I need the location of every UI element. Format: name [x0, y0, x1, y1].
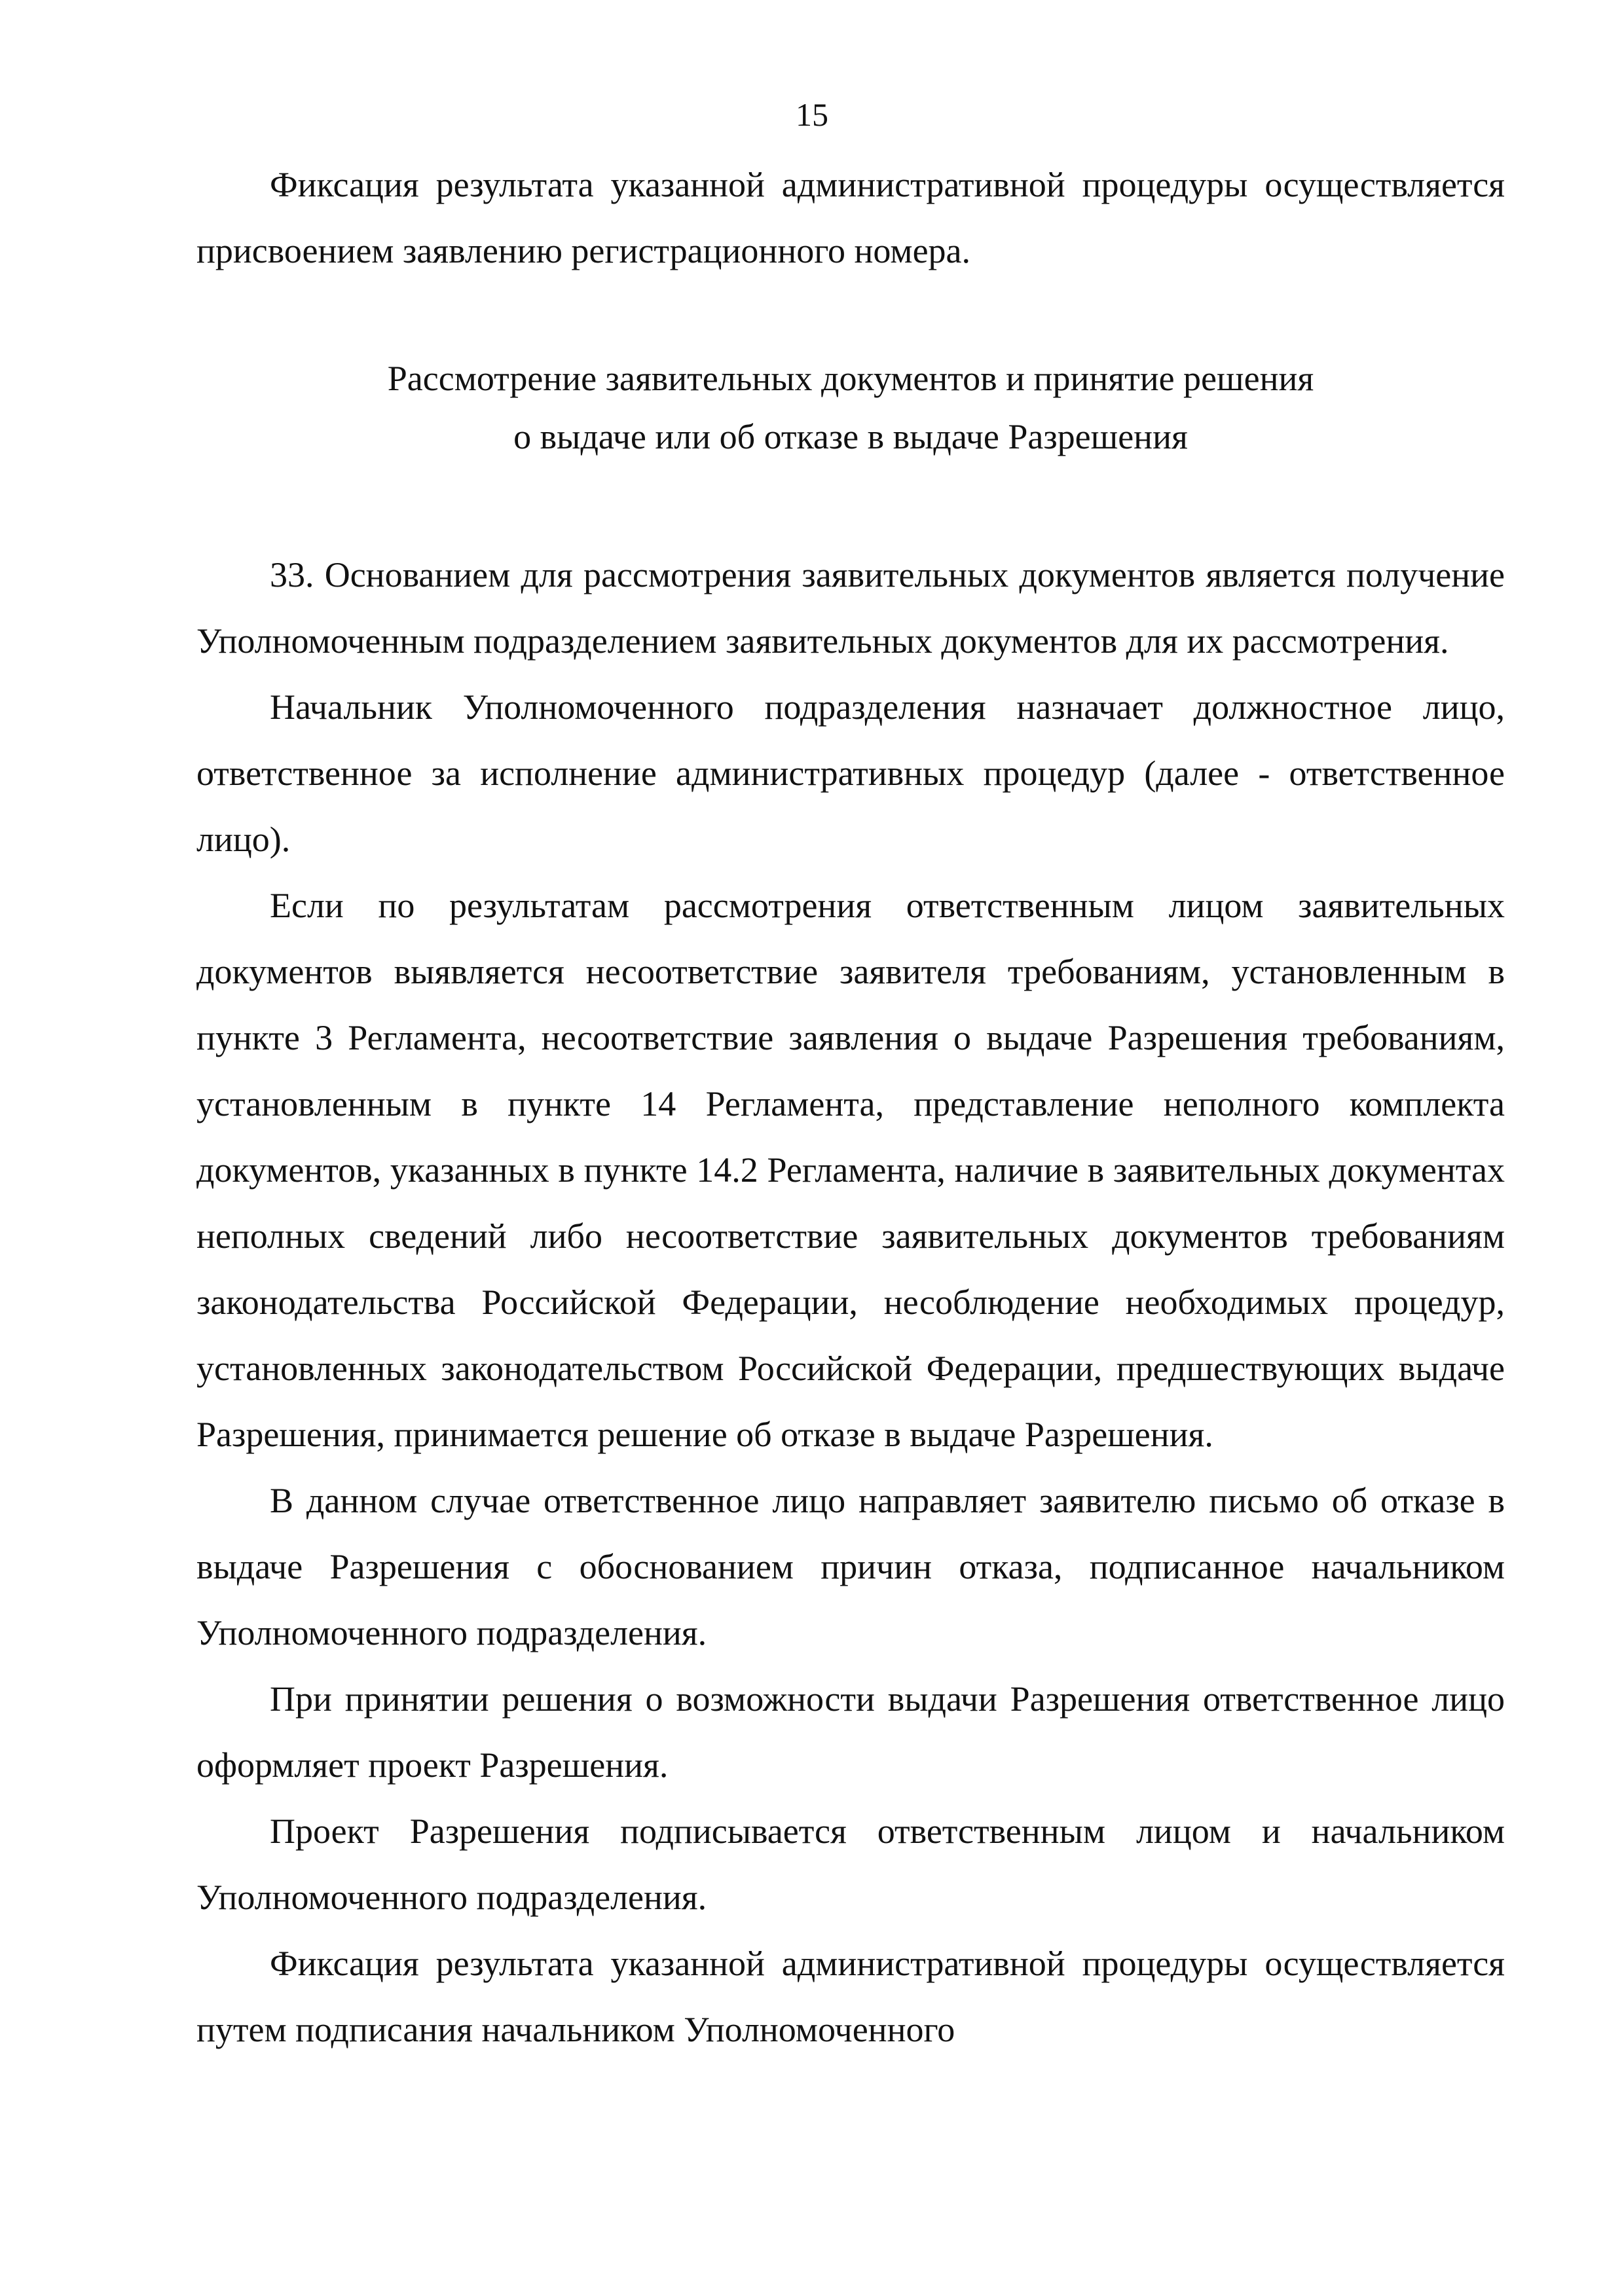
page-number: 15: [796, 96, 828, 133]
document-body: [196, 152, 1505, 2063]
paragraph-draft-signing: Проект Разрешения подписывается ответственным лицом и начальником Уполномоченного подразделения.: [196, 1812, 1505, 1917]
paragraph-fixation-signing: Фиксация результата указанной административной процедуры осуществляется путем подписания начальником Уполномоченного: [196, 1944, 1505, 2049]
paragraph-appointment: Начальник Уполномоченного подразделения назначает должностное лицо, ответственное за исполнение административных процедур (далее - ответственное лицо).: [196, 687, 1505, 859]
section-heading-line-1: Рассмотрение заявительных документов и принятие решения: [387, 359, 1314, 398]
paragraph-refusal-letter: В данном случае ответственное лицо направляет заявителю письмо об отказе в выдаче Разрешения с обоснованием причин отказа, подписанное начальником Уполномоченного подразделения.: [196, 1481, 1505, 1652]
paragraph-draft-permit: При принятии решения о возможности выдачи Разрешения ответственное лицо оформляет проект Разрешения.: [196, 1679, 1505, 1785]
paragraph-fixation-registration: Фиксация результата указанной административной процедуры осуществляется присвоением заявлению регистрационного номера.: [196, 165, 1505, 270]
paragraph-refusal-grounds: Если по результатам рассмотрения ответственным лицом заявительных документов выявляется несоответствие заявителя требованиям, установленным в пункте 3 Регламента, несоответствие заявления о выдаче Разрешения требованиям, установленным в пункте 14 Регламента, представление неполного комплекта документов, указанных в пункте 14.2 Регламента, наличие в заявительных документах неполных сведений либо несоответствие заявительных документов требованиям законодательства Российской Федерации, несоблюдение необходимых процедур, установленных законодательством Российской Федерации, предшествующих выдаче Разрешения, принимается решение об отказе в выдаче Разрешения.: [196, 886, 1505, 1454]
section-heading-line-2: о выдаче или об отказе в выдаче Разрешения: [513, 417, 1188, 456]
paragraph-33-basis: 33. Основанием для рассмотрения заявительных документов является получение Уполномоченным подразделением заявительных документов для их рассмотрения.: [196, 555, 1505, 661]
section-heading: [196, 350, 1505, 466]
